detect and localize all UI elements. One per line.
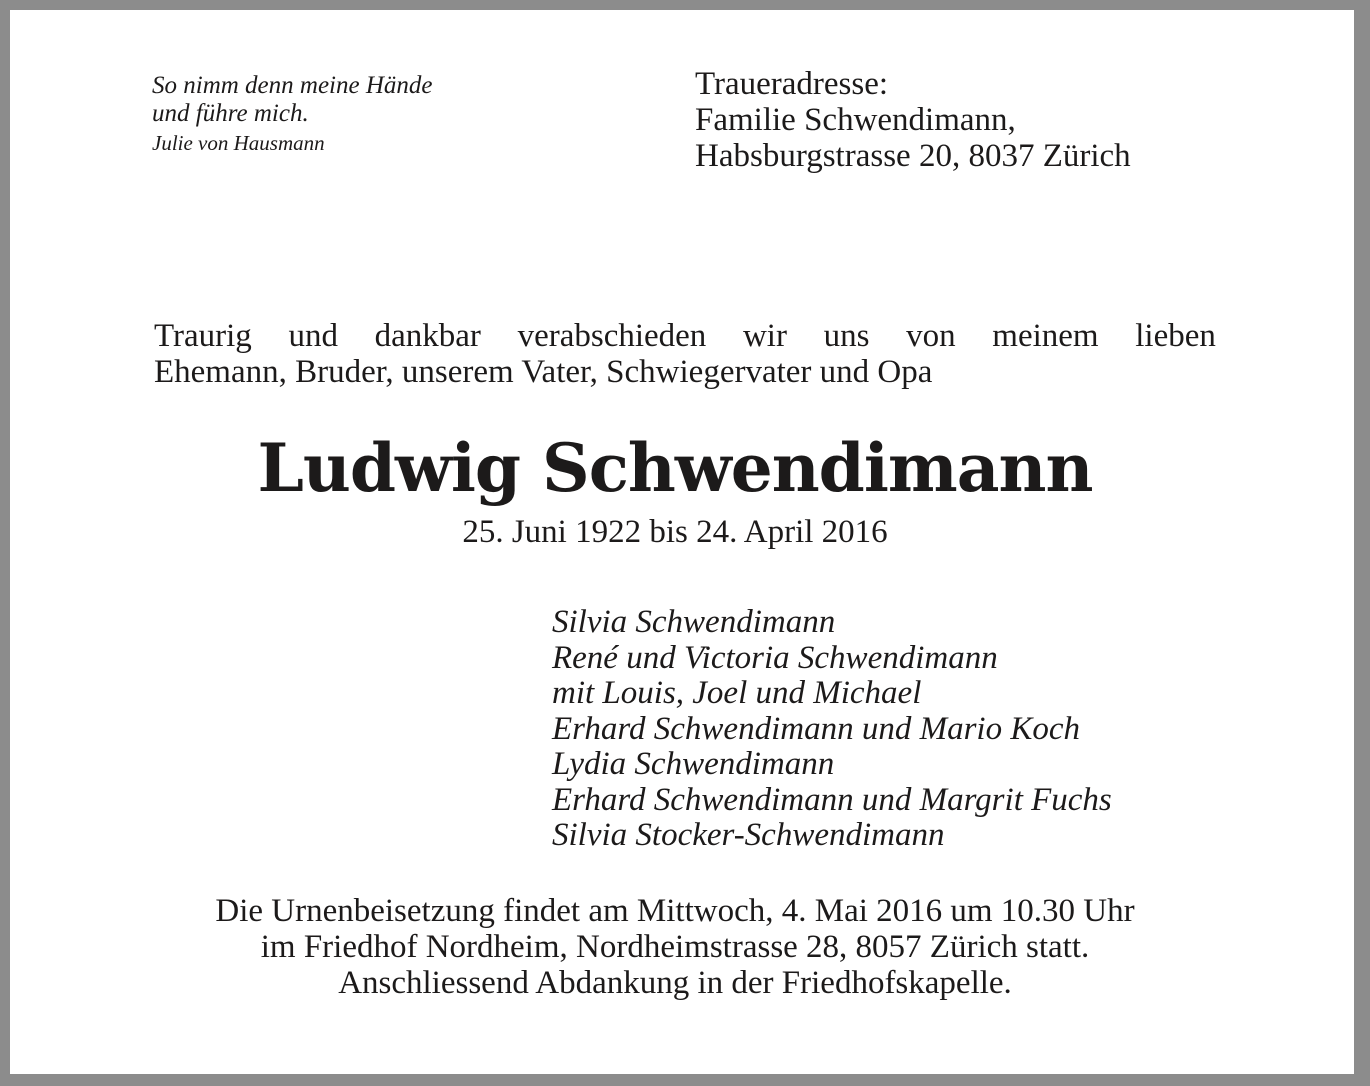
mourner-entry: René und Victoria Schwendimann: [552, 639, 998, 676]
mourner-entry: Silvia Schwendimann: [552, 604, 836, 640]
life-dates: 25. Juni 1922 bis 24. April 2016: [462, 514, 888, 550]
service-line: im Friedhof Nordheim, Nordheimstrasse 28, 8057 Zürich statt.: [260, 929, 1090, 965]
intro-word: von: [906, 318, 956, 354]
intro-text: [154, 318, 1216, 390]
motto-line: So nimm denn meine Hände: [152, 72, 433, 99]
address-family: Familie Schwendimann,: [695, 102, 1016, 138]
mourning-address: [695, 66, 1235, 174]
mourners-list: [552, 605, 1252, 854]
address-label: Traueradresse:: [695, 66, 889, 102]
mourner-entry: Erhard Schwendimann und Mario Koch: [552, 710, 1080, 747]
intro-line-2: Ehemann, Bruder, unserem Vater, Schwiegervater und Opa: [154, 354, 933, 390]
service-line: Die Urnenbeisetzung findet am Mittwoch, 4. Mai 2016 um 10.30 Uhr: [215, 893, 1135, 929]
service-line: Anschliessend Abdankung in der Friedhofskapelle.: [338, 965, 1012, 1001]
mourner-entry: Erhard Schwendimann und Margrit Fuchs: [552, 781, 1112, 818]
intro-word: und: [288, 318, 338, 354]
motto-quote: [152, 72, 552, 158]
address-street: Habsburgstrasse 20, 8037 Zürich: [695, 138, 1131, 174]
intro-word: verabschieden: [517, 318, 707, 354]
mourner-entry: mit Louis, Joel und Michael: [552, 675, 922, 711]
funeral-details: [0, 893, 1360, 1001]
intro-word: wir: [742, 318, 787, 354]
motto-line: und führe mich.: [152, 100, 309, 127]
intro-word: dankbar: [374, 318, 481, 354]
motto-author: Julie von Hausmann: [152, 131, 325, 155]
mourner-entry: Lydia Schwendimann: [552, 746, 835, 782]
intro-line-1: [154, 318, 1216, 354]
intro-word: lieben: [1135, 318, 1216, 354]
intro-word: meinem: [992, 318, 1099, 354]
intro-word: Traurig: [154, 318, 252, 354]
deceased-name: Ludwig Schwendimann: [257, 429, 1093, 507]
mourner-entry: Silvia Stocker-Schwendimann: [552, 817, 945, 853]
intro-word: uns: [823, 318, 870, 354]
